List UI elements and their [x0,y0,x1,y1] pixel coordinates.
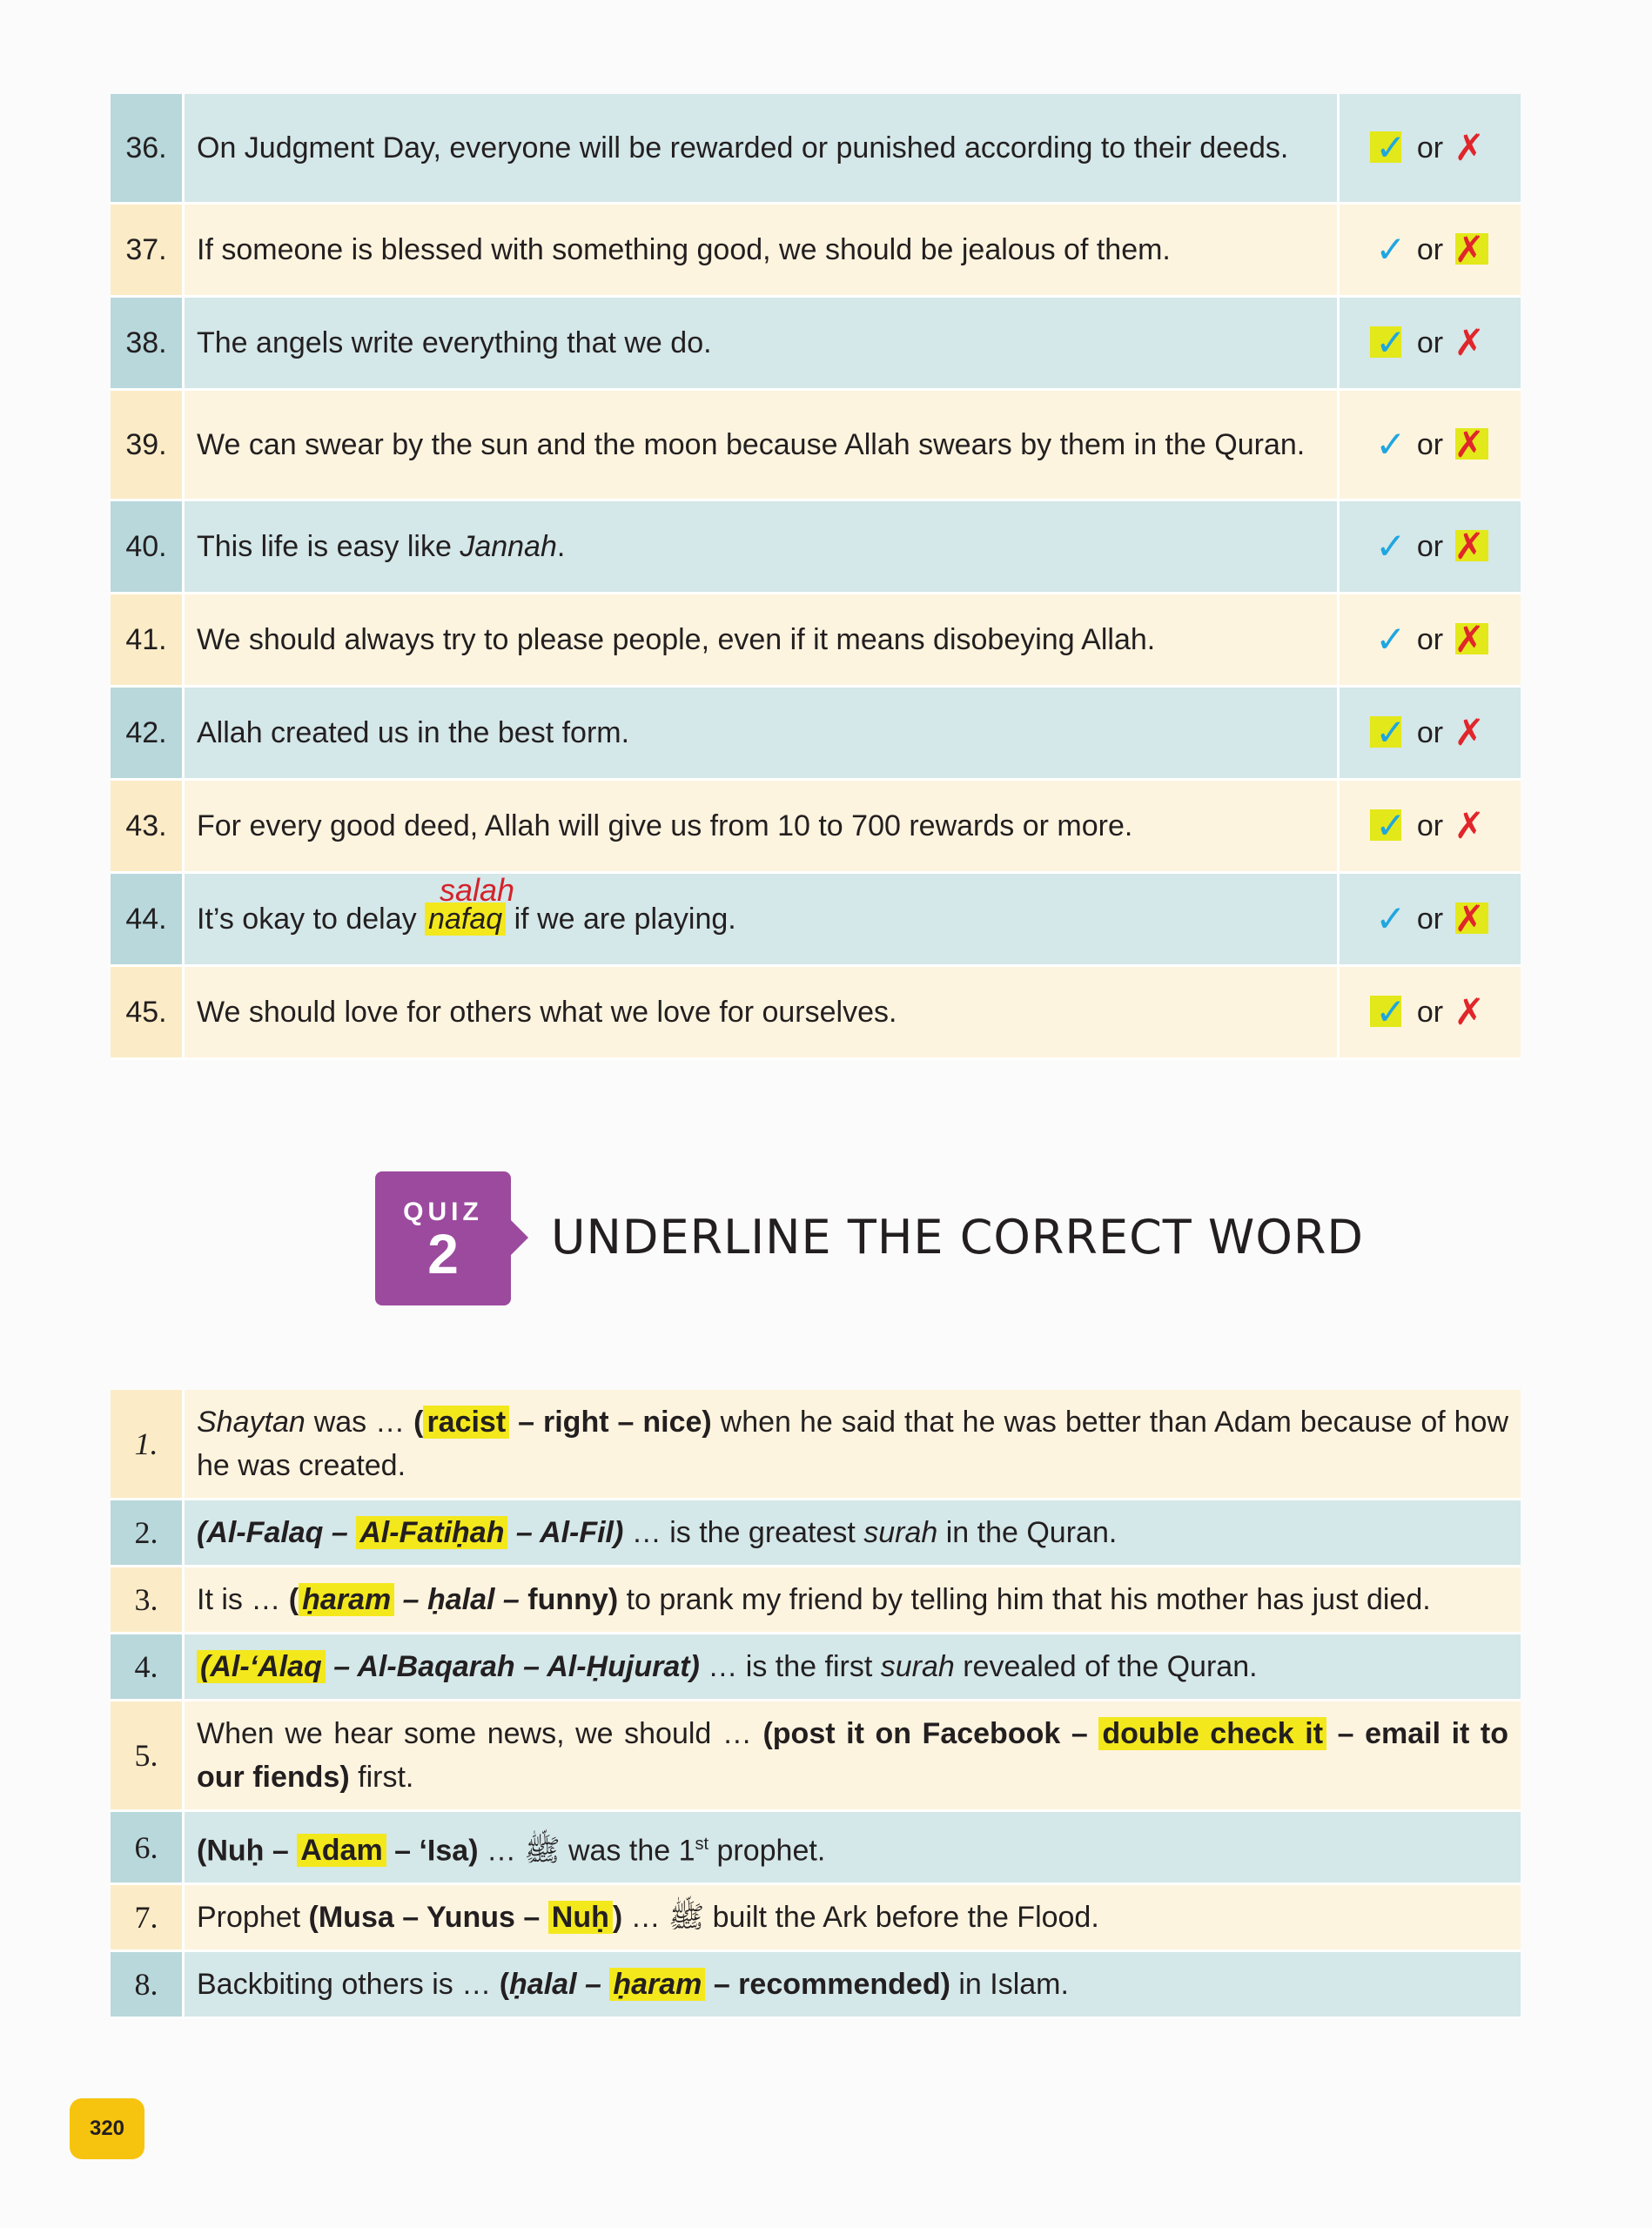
quiz-badge [375,1171,511,1305]
or-label: or [1416,529,1444,563]
quiz-sentence[interactable]: When we hear some news, we should … (post it on Facebook – double check it – email it to our fiends) first. [185,1701,1521,1809]
cross-icon[interactable]: ✗ [1454,322,1485,363]
tf-row [111,967,1521,1060]
tf-row [111,391,1521,501]
row-number: 37. [111,205,185,295]
true-false-table [111,94,1521,1060]
check-icon[interactable]: ✓ [1375,424,1407,465]
cross-icon[interactable]: ✗ [1454,127,1485,168]
cross-icon[interactable]: ✗ [1452,426,1487,463]
row-number: 39. [111,391,185,499]
statement: It’s okay to delay nafaq if we are playing. [185,874,1340,964]
tf-row [111,501,1521,594]
or-label: or [1416,232,1444,266]
or-label: or [1416,131,1444,164]
or-label: or [1416,995,1444,1029]
quiz-row [111,1952,1521,2019]
check-icon[interactable]: ✓ [1375,898,1407,939]
statement: The angels write everything that we do. [185,298,1340,388]
check-icon[interactable]: ✓ [1373,715,1408,751]
tf-row [111,205,1521,298]
check-icon[interactable]: ✓ [1375,229,1407,270]
or-label: or [1416,715,1444,749]
quiz-sentence[interactable]: Backbiting others is … (ḥalal – ḥaram – recommended) in Islam. [185,1952,1521,2017]
row-number: 43. [111,781,185,871]
answer-choice[interactable] [1340,501,1521,592]
statement: For every good deed, Allah will give us from 10 to 700 rewards or more. [185,781,1340,871]
statement: We should always try to please people, even if it means disobeying Allah. [185,594,1340,685]
check-icon[interactable]: ✓ [1373,130,1408,166]
or-label: or [1416,427,1444,461]
statement: We can swear by the sun and the moon because Allah swears by them in the Quran. [185,391,1340,499]
row-number: 1. [111,1390,185,1498]
answer-choice[interactable] [1340,94,1521,202]
row-number: 41. [111,594,185,685]
row-number: 2. [111,1500,185,1565]
cross-icon[interactable]: ✗ [1452,232,1487,268]
statement: We should love for others what we love for ourselves. [185,967,1340,1057]
answer-choice[interactable] [1340,688,1521,778]
row-number: 5. [111,1701,185,1809]
row-number: 6. [111,1812,185,1882]
quiz-sentence[interactable]: Shaytan was … ( racist – right – nice) when he said that he was better than Adam because of how he was created. [185,1390,1521,1498]
row-number: 45. [111,967,185,1057]
cross-icon[interactable]: ✗ [1452,901,1487,937]
tf-row [111,594,1521,688]
quiz-sentence[interactable]: Prophet (Musa – Yunus – Nuḥ ) … ﷺ built the Ark before the Flood. [185,1885,1521,1950]
quiz-row [111,1812,1521,1885]
quiz-row [111,1634,1521,1701]
row-number: 38. [111,298,185,388]
quiz-label: QUIZ [403,1198,483,1226]
row-number: 4. [111,1634,185,1699]
check-icon[interactable]: ✓ [1373,325,1408,361]
quiz-sentence[interactable]: (Al-Falaq – Al-Fatiḥah – Al-Fil) … is the greatest surah in the Quran. [185,1500,1521,1565]
row-number: 8. [111,1952,185,2017]
row-number: 3. [111,1567,185,1632]
statement: If someone is blessed with something good, we should be jealous of them. [185,205,1340,295]
cross-icon[interactable]: ✗ [1454,991,1485,1032]
or-label: or [1416,902,1444,936]
cross-icon[interactable]: ✗ [1454,805,1485,846]
row-number: 40. [111,501,185,592]
answer-choice[interactable] [1340,205,1521,295]
answer-choice[interactable] [1340,874,1521,964]
cross-icon[interactable]: ✗ [1452,621,1487,658]
or-label: or [1416,325,1444,359]
underline-quiz-table [111,1390,1521,2019]
tf-row [111,874,1521,967]
check-icon[interactable]: ✓ [1373,994,1408,1030]
row-number: 44. [111,874,185,964]
quiz-number: 2 [427,1223,459,1285]
quiz-sentence[interactable]: (Nuḥ – Adam – ‘Isa) … ﷺ was the 1st prophet. [185,1812,1521,1882]
answer-choice[interactable] [1340,298,1521,388]
check-icon[interactable]: ✓ [1375,526,1407,567]
tf-row [111,94,1521,205]
handwritten-annotation: salah [440,872,515,908]
check-icon[interactable]: ✓ [1373,808,1408,844]
statement: On Judgment Day, everyone will be rewarded or punished according to their deeds. [185,94,1340,202]
or-label: or [1416,622,1444,656]
quiz-row [111,1390,1521,1500]
answer-choice[interactable] [1340,594,1521,685]
answer-choice[interactable] [1340,781,1521,871]
quiz-row [111,1567,1521,1634]
tf-row [111,688,1521,781]
tf-row [111,298,1521,391]
quiz-row [111,1701,1521,1812]
statement: Allah created us in the best form. [185,688,1340,778]
quiz-title: UNDERLINE THE CORRECT WORD [551,1210,1364,1265]
row-number: 42. [111,688,185,778]
check-icon[interactable]: ✓ [1375,619,1407,660]
row-number: 36. [111,94,185,202]
statement: This life is easy like Jannah. [185,501,1340,592]
row-number: 7. [111,1885,185,1950]
quiz-row [111,1885,1521,1952]
cross-icon[interactable]: ✗ [1452,528,1487,565]
page-number: 320 [70,2098,144,2159]
quiz-row [111,1500,1521,1567]
or-label: or [1416,809,1444,842]
cross-icon[interactable]: ✗ [1454,712,1485,753]
quiz-sentence[interactable]: It is … ( ḥaram – ḥalal – funny) to prank my friend by telling him that his mother has just died. [185,1567,1521,1632]
answer-choice[interactable] [1340,391,1521,499]
tf-row [111,781,1521,874]
answer-choice[interactable] [1340,967,1521,1057]
quiz-sentence[interactable]: (Al-‘Alaq – Al-Baqarah – Al-Ḥujurat) … is the first surah revealed of the Quran. [185,1634,1521,1699]
